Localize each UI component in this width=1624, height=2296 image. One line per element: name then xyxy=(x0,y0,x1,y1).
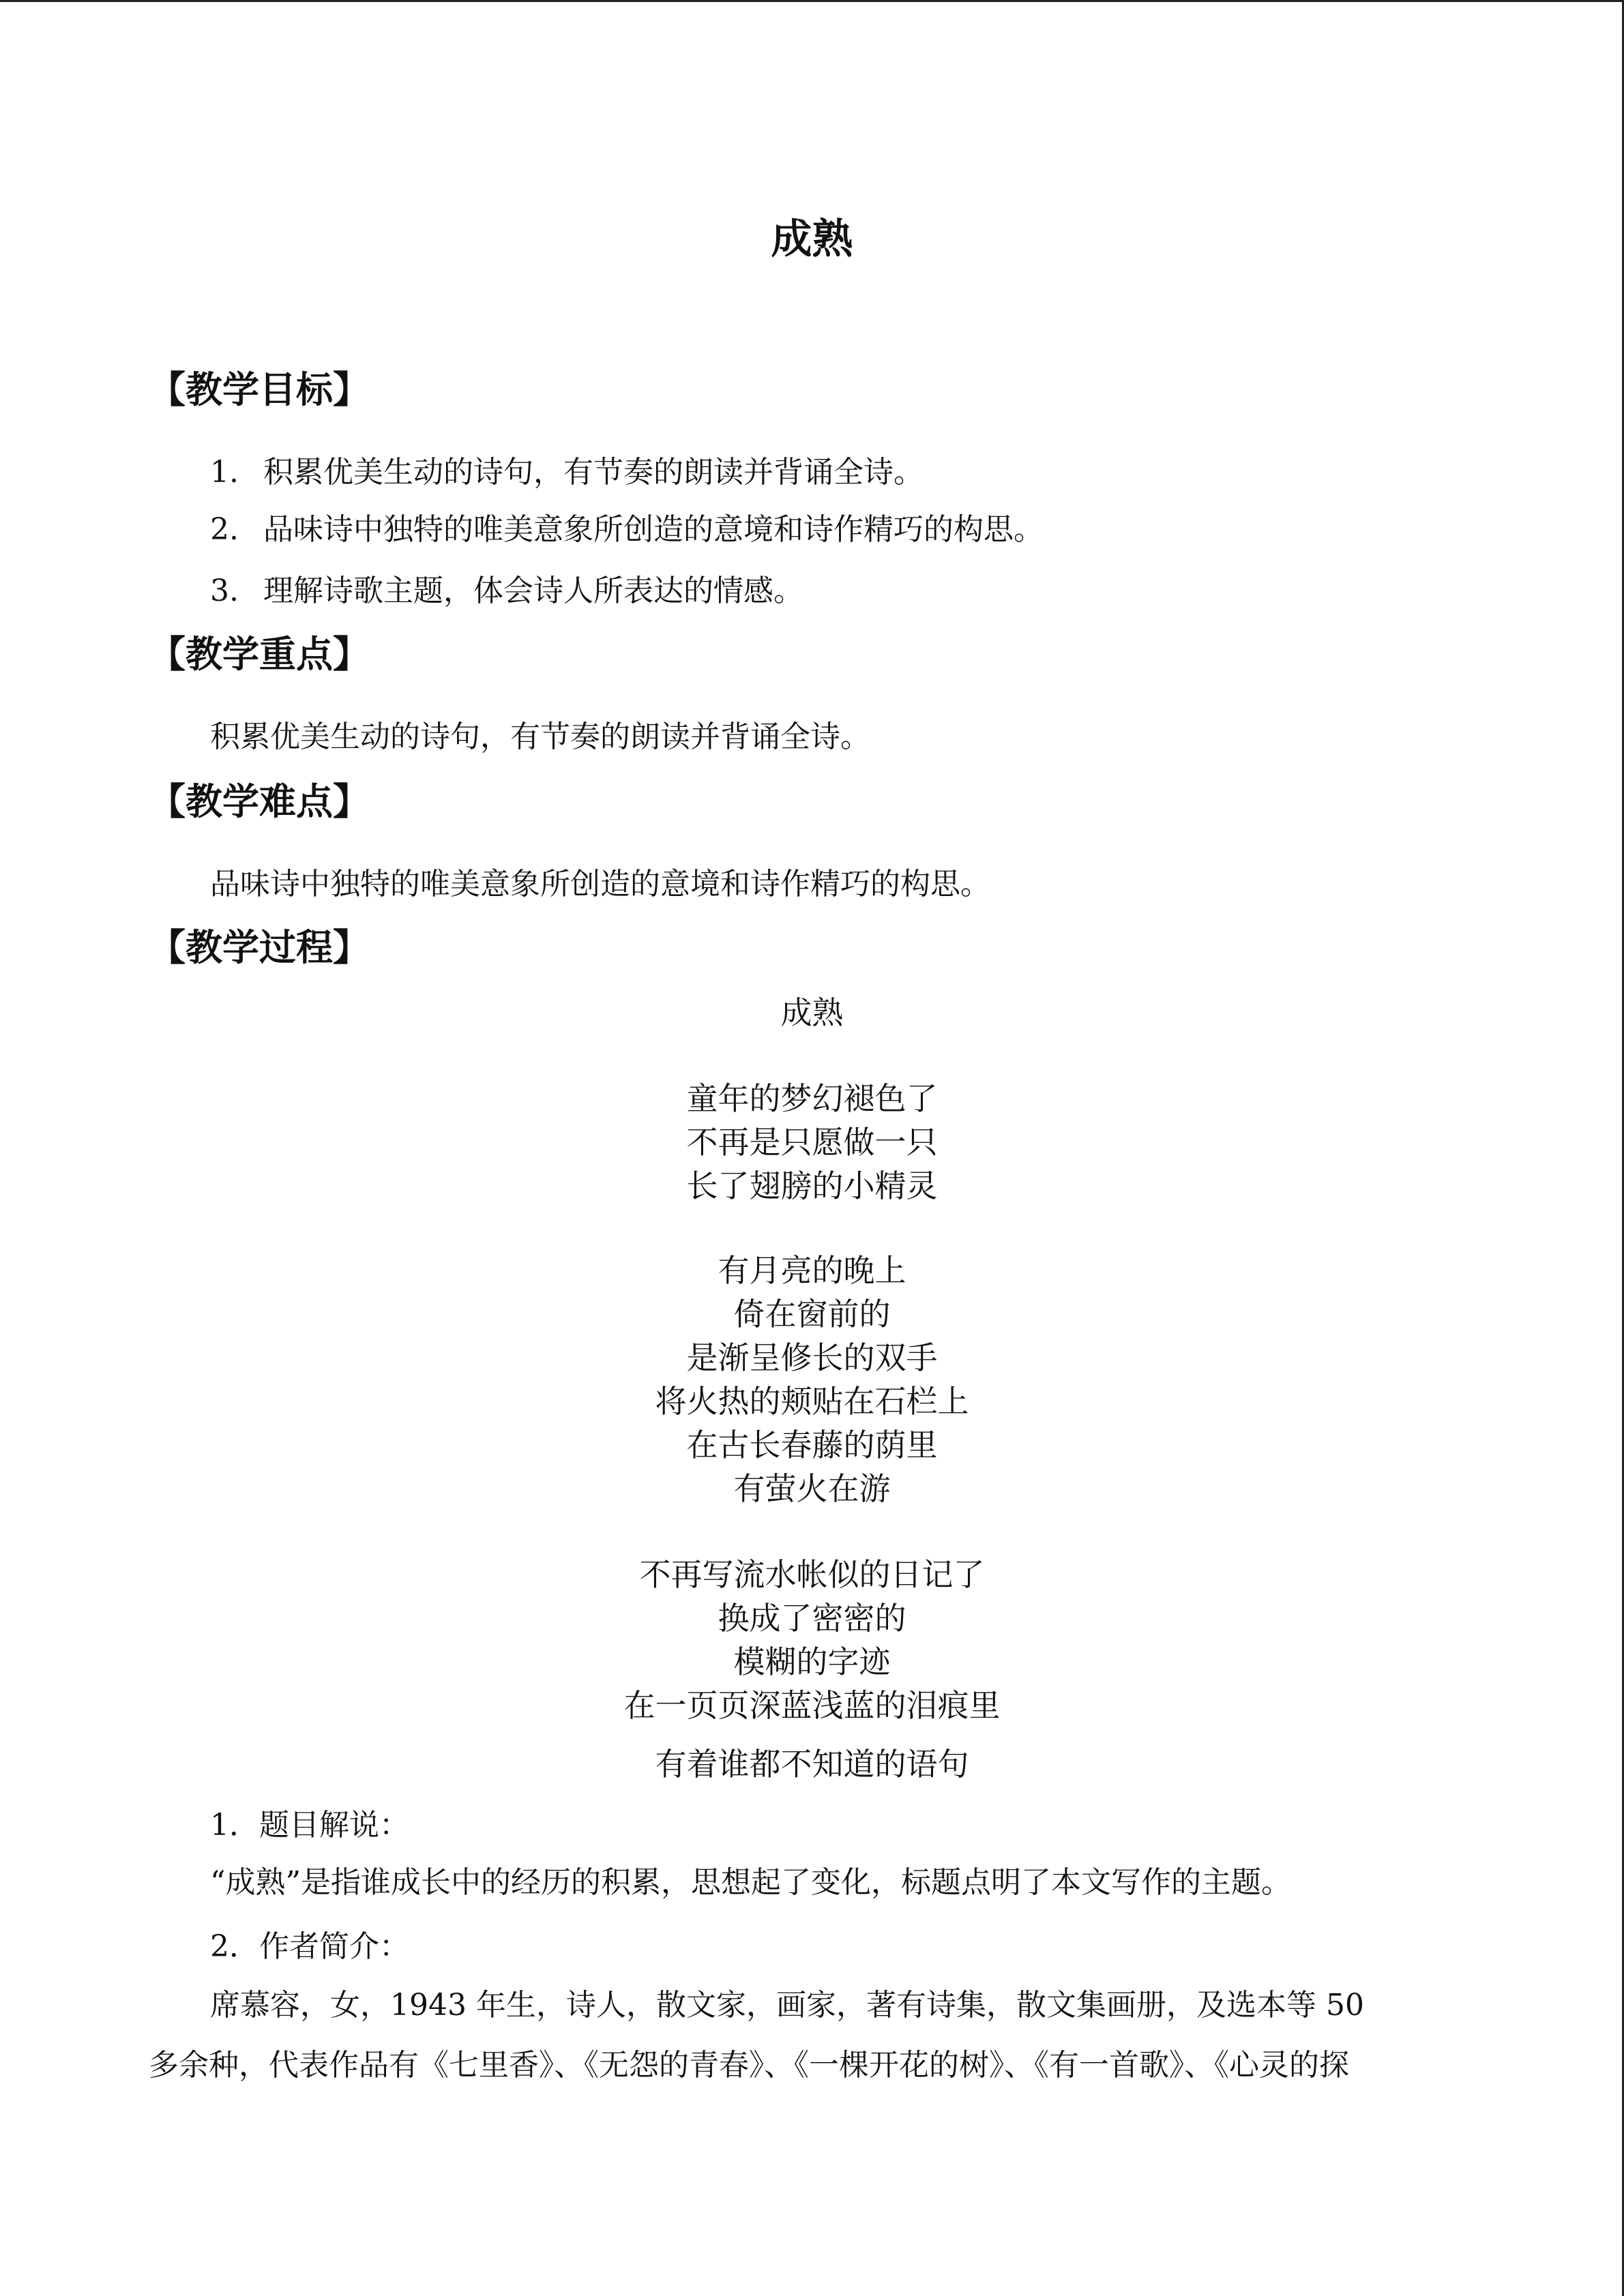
section-heading-process: 【教学过程】 xyxy=(149,926,370,969)
goal-item-1 xyxy=(210,452,924,493)
poem-line: 将火热的颊贴在石栏上 xyxy=(655,1383,969,1420)
section-heading-goals: 【教学目标】 xyxy=(149,368,370,411)
section-heading-focus: 【教学重点】 xyxy=(149,633,370,676)
goal-item-text: 品味诗中独特的唯美意象所创造的意境和诗作精巧的构思。 xyxy=(263,512,1044,547)
focus-text: 积累优美生动的诗句，有节奏的朗读并背诵全诗。 xyxy=(210,719,870,754)
goal-item-number: 2. xyxy=(210,512,239,547)
poem-line: 在古长春藤的荫里 xyxy=(686,1427,938,1463)
step-1-text: “成熟”是指谁成长中的经历的积累，思想起了变化，标题点明了本文写作的主题。 xyxy=(210,1865,1291,1900)
poem-line: 在一页页深蓝浅蓝的泪痕里 xyxy=(623,1687,1001,1724)
poem-line: 换成了密密的 xyxy=(718,1600,906,1637)
poem-line: 不再写流水帐似的日记了 xyxy=(639,1556,985,1593)
poem-line: 有月亮的晚上 xyxy=(718,1252,906,1289)
difficulty-text: 品味诗中独特的唯美意象所创造的意境和诗作精巧的构思。 xyxy=(210,867,990,901)
goal-item-text: 积累优美生动的诗句，有节奏的朗读并背诵全诗。 xyxy=(263,455,924,490)
poem-line: 童年的梦幻褪色了 xyxy=(686,1080,938,1117)
page-title: 成熟 xyxy=(771,215,853,263)
goal-item-2 xyxy=(210,509,1044,550)
poem-line: 模糊的字迹 xyxy=(733,1643,891,1680)
step-1-label: 1．题目解说： xyxy=(210,1808,409,1843)
step-2-text-line-2: 多余种，代表作品有《七里香》、《无怨的青春》、《一棵开花的树》、《有一首歌》、《心灵的探 xyxy=(149,2048,1349,2083)
poem-line: 长了翅膀的小精灵 xyxy=(686,1167,938,1204)
goal-item-text: 理解诗歌主题，体会诗人所表达的情感。 xyxy=(263,573,803,608)
poem-line: 倚在窗前的 xyxy=(733,1296,891,1332)
goal-item-number: 1. xyxy=(210,455,239,490)
goal-item-number: 3. xyxy=(210,573,239,608)
step-2-text-line-1: 席慕容，女，1943 年生，诗人，散文家，画家，著有诗集，散文集画册，及选本等 50 xyxy=(210,1988,1364,2023)
section-heading-difficulty: 【教学难点】 xyxy=(149,780,370,823)
poem-line: 是渐呈修长的双手 xyxy=(686,1339,938,1376)
poem-line: 不再是只愿做一只 xyxy=(686,1124,938,1161)
poem-line: 有萤火在游 xyxy=(733,1470,891,1507)
poem-title: 成熟 xyxy=(780,994,844,1031)
goal-item-3 xyxy=(210,571,803,612)
step-2-label: 2．作者简介： xyxy=(210,1929,409,1964)
poem-line: 有着谁都不知道的语句 xyxy=(655,1746,969,1783)
